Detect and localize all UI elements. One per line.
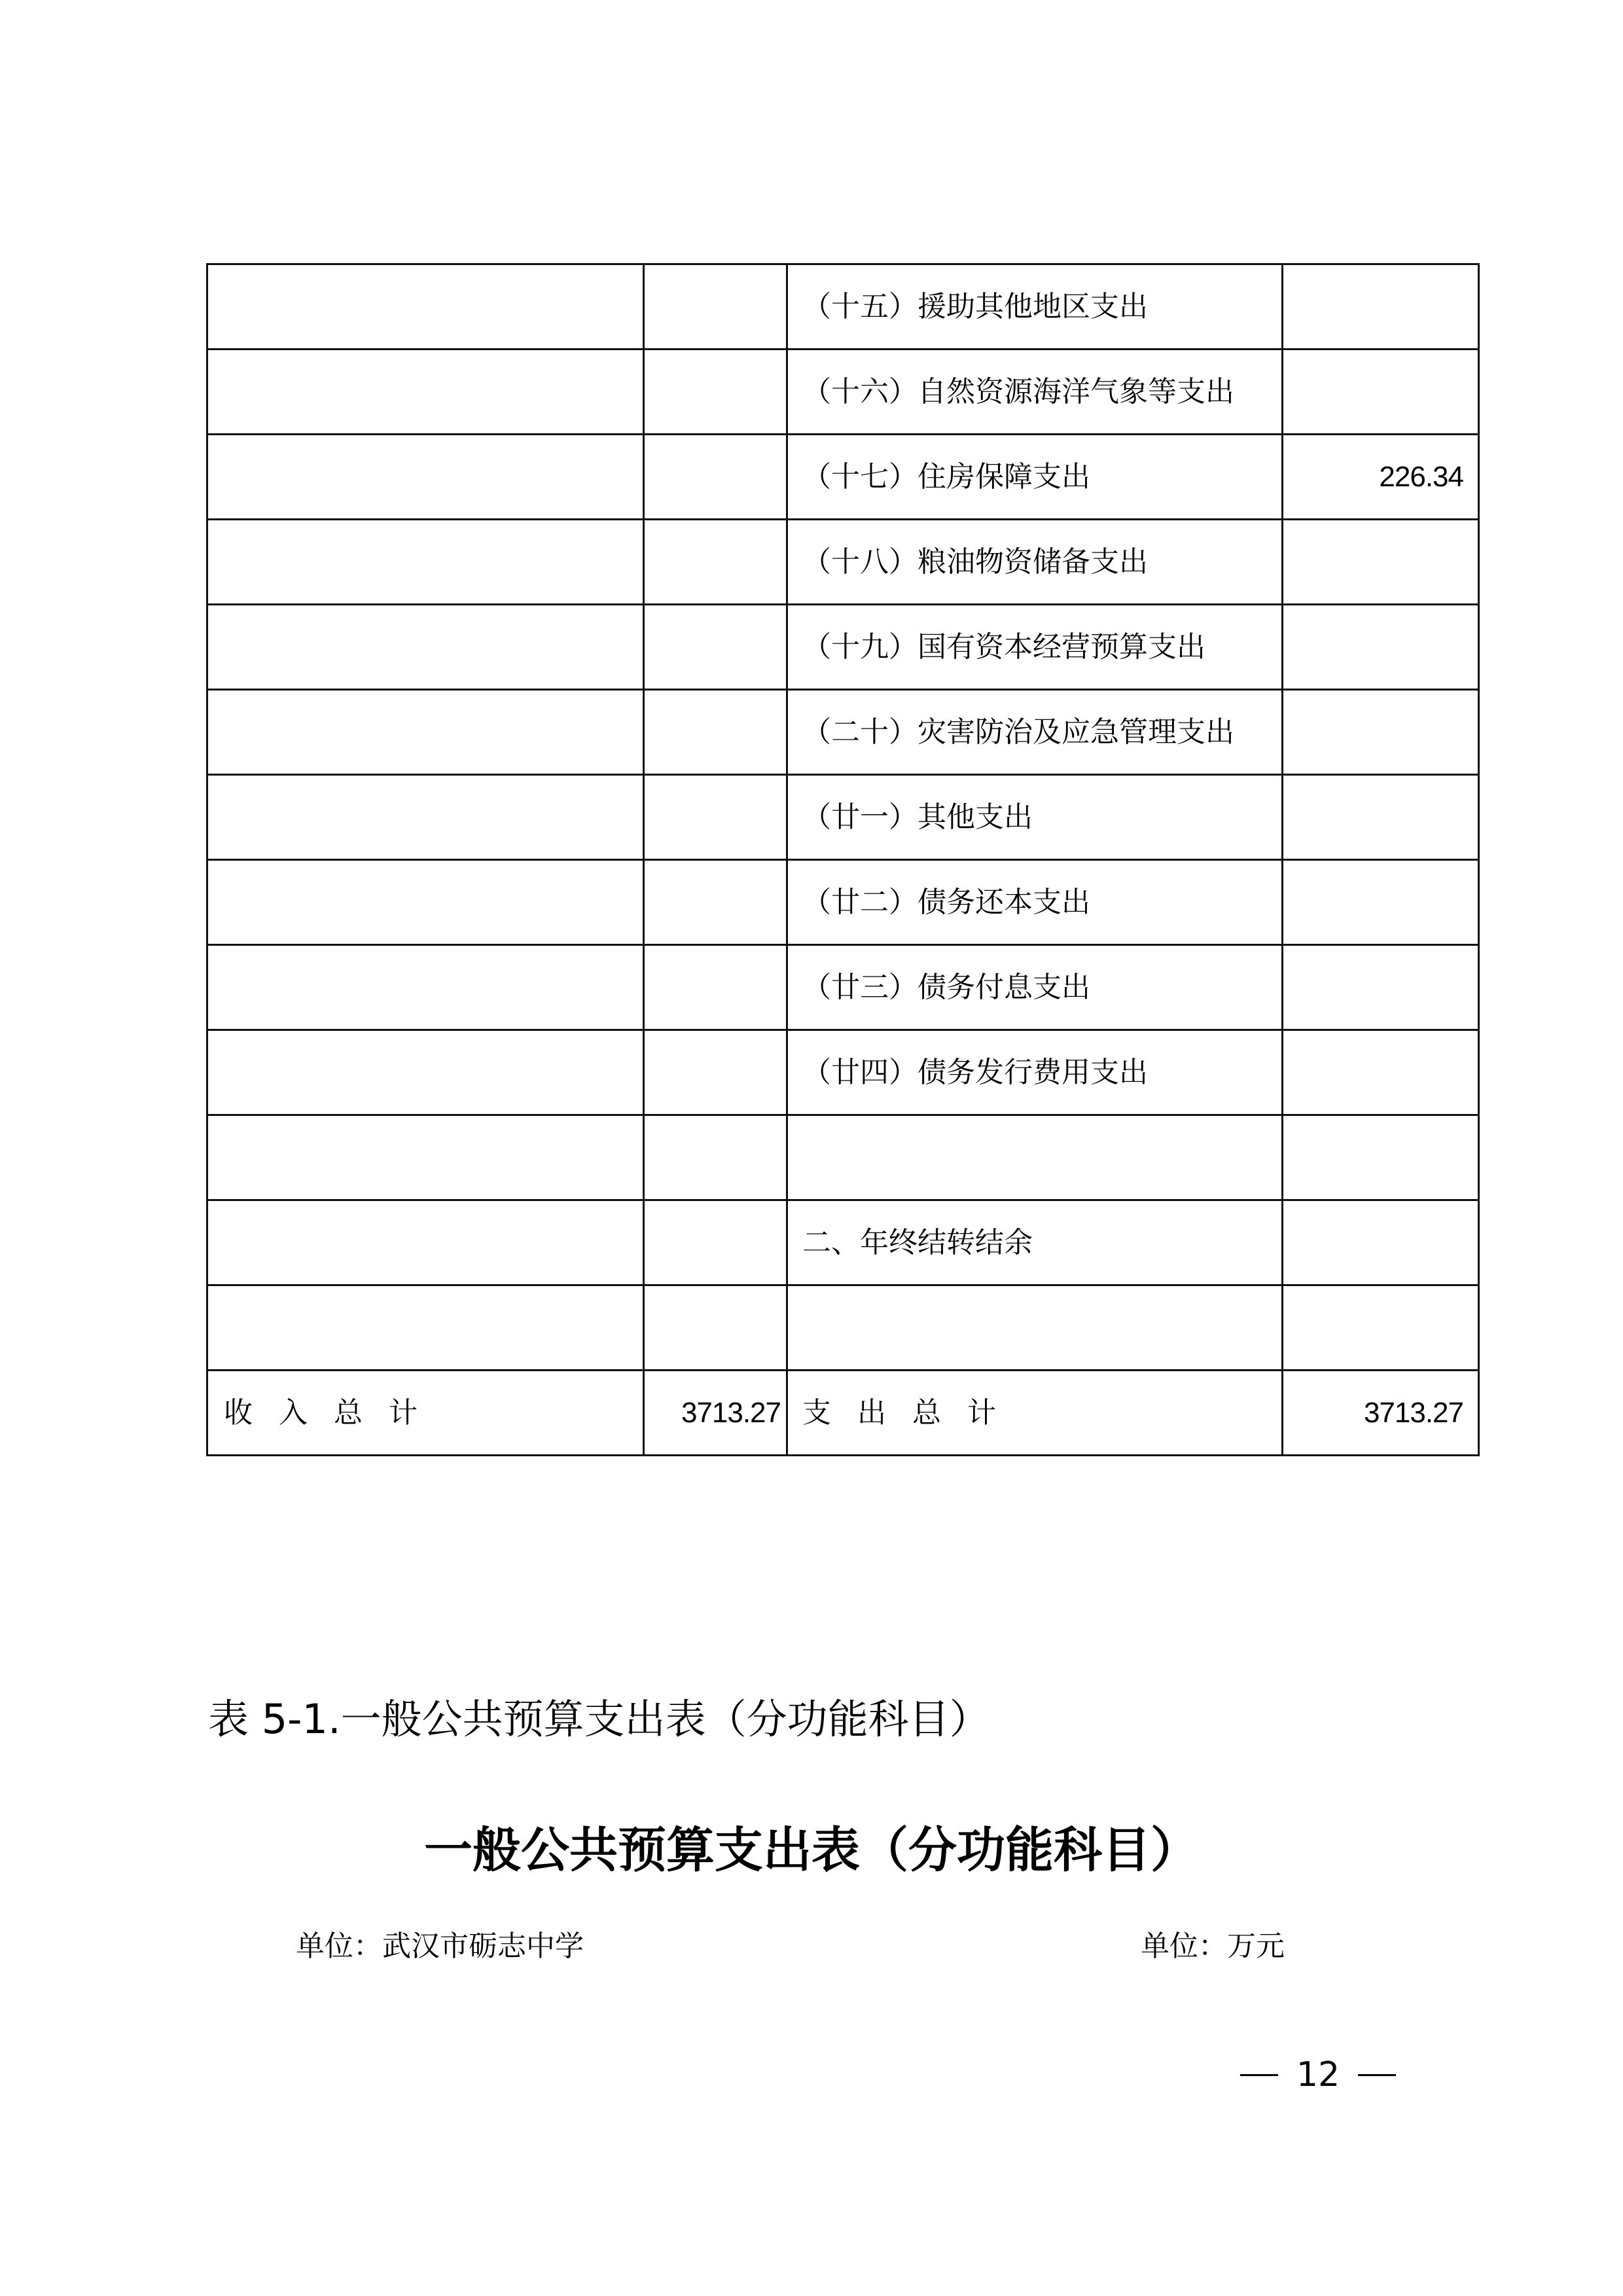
expense-amount-cell — [1283, 1200, 1479, 1285]
expense-amount-cell — [1283, 1285, 1479, 1371]
unit-organization: 单位：武汉市砺志中学 — [296, 1929, 584, 1963]
income-amount-cell — [644, 350, 787, 435]
table-title: 一般公共预算支出表（分功能科目） — [424, 1822, 1199, 1878]
expense-item-cell: （廿三）债务付息支出 — [787, 945, 1283, 1030]
income-expense-summary-table — [206, 263, 1480, 1456]
expense-item-cell: （十八）粮油物资储备支出 — [787, 520, 1283, 605]
table-caption: 表 5-1.一般公共预算支出表（分功能科目） — [208, 1695, 990, 1743]
expense-amount-cell — [1283, 520, 1479, 605]
table-row — [207, 264, 1479, 350]
expense-item-cell: （十六）自然资源海洋气象等支出 — [787, 350, 1283, 435]
table-row — [207, 860, 1479, 945]
income-item-cell — [207, 1285, 644, 1371]
income-item-cell — [207, 264, 644, 350]
expense-item-cell — [787, 1285, 1283, 1371]
expense-amount-cell — [1283, 775, 1479, 860]
income-item-cell — [207, 690, 644, 775]
income-amount-cell — [644, 435, 787, 520]
table-row — [207, 1030, 1479, 1115]
expense-item-cell: （廿二）债务还本支出 — [787, 860, 1283, 945]
table-row — [207, 775, 1479, 860]
expense-item-cell: （十九）国有资本经营预算支出 — [787, 605, 1283, 690]
table-row — [207, 690, 1479, 775]
unit-currency: 单位：万元 — [1141, 1929, 1285, 1963]
expense-amount-cell — [1283, 1030, 1479, 1115]
income-item-cell — [207, 945, 644, 1030]
income-item-cell — [207, 1030, 644, 1115]
income-amount-cell — [644, 605, 787, 690]
income-amount-cell — [644, 775, 787, 860]
income-amount-cell — [644, 1115, 787, 1200]
expense-amount-cell — [1283, 690, 1479, 775]
income-amount-cell — [644, 1030, 787, 1115]
table-row — [207, 1115, 1479, 1200]
totals-row — [207, 1371, 1479, 1456]
expense-item-cell: （廿四）债务发行费用支出 — [787, 1030, 1283, 1115]
income-item-cell — [207, 435, 644, 520]
expense-amount-cell — [1283, 945, 1479, 1030]
expense-item-cell: 二、年终结转结余 — [787, 1200, 1283, 1285]
income-item-cell — [207, 520, 644, 605]
table-row — [207, 605, 1479, 690]
table-row — [207, 435, 1479, 520]
income-amount-cell — [644, 520, 787, 605]
expense-item-cell — [787, 1115, 1283, 1200]
income-total-amount: 3713.27 — [644, 1371, 787, 1456]
expense-amount-cell — [1283, 264, 1479, 350]
income-amount-cell — [644, 690, 787, 775]
income-item-cell — [207, 605, 644, 690]
income-amount-cell — [644, 1285, 787, 1371]
table-row — [207, 945, 1479, 1030]
income-item-cell — [207, 1115, 644, 1200]
expense-amount-cell: 226.34 — [1283, 435, 1479, 520]
income-item-cell — [207, 775, 644, 860]
expense-total-label: 支出总计 — [787, 1371, 1283, 1456]
table-row — [207, 520, 1479, 605]
page-number — [1240, 2055, 1396, 2094]
income-amount-cell — [644, 1200, 787, 1285]
table-row — [207, 1285, 1479, 1371]
expense-item-cell: （十五）援助其他地区支出 — [787, 264, 1283, 350]
expense-item-cell: （二十）灾害防治及应急管理支出 — [787, 690, 1283, 775]
table-row — [207, 350, 1479, 435]
expense-amount-cell — [1283, 1115, 1479, 1200]
income-item-cell — [207, 1200, 644, 1285]
expense-item-cell: （十七）住房保障支出 — [787, 435, 1283, 520]
expense-amount-cell — [1283, 350, 1479, 435]
income-amount-cell — [644, 945, 787, 1030]
income-item-cell — [207, 350, 644, 435]
expense-amount-cell — [1283, 605, 1479, 690]
dash-right-icon — [1358, 2074, 1396, 2076]
expense-item-cell: （廿一）其他支出 — [787, 775, 1283, 860]
expense-total-amount: 3713.27 — [1283, 1371, 1479, 1456]
dash-left-icon — [1240, 2074, 1278, 2076]
table-row — [207, 1200, 1479, 1285]
income-item-cell — [207, 860, 644, 945]
income-amount-cell — [644, 860, 787, 945]
income-total-label: 收入总计 — [207, 1371, 644, 1456]
page-number-value: 12 — [1296, 2055, 1340, 2094]
income-amount-cell — [644, 264, 787, 350]
expense-amount-cell — [1283, 860, 1479, 945]
